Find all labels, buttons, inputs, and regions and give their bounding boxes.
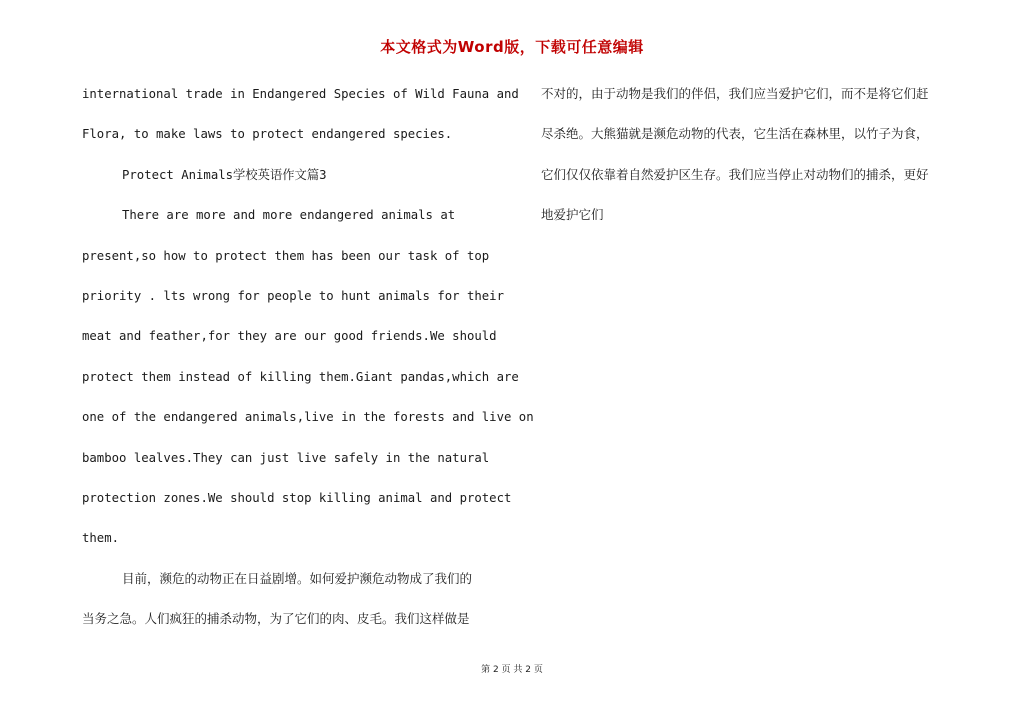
text-line: meat and feather,for they are our good friends.We should — [82, 329, 497, 344]
text-line: present,so how to protect them has been our task of top — [82, 248, 490, 263]
left-text-column — [82, 81, 534, 646]
text-line: Flora, to make laws to protect endangered species. — [82, 127, 453, 142]
text-line: international trade in Endangered Species of Wild Fauna and — [82, 87, 519, 101]
essay-heading: Protect Animals学校英语作文篇3 — [122, 167, 327, 182]
text-line: 地爱护它们 — [541, 207, 604, 223]
text-line: There are more and more endangered animals at — [122, 208, 456, 223]
text-line: 不对的，由于动物是我们的伴侣，我们应当爱护它们，而不是将它们赶 — [541, 86, 929, 101]
text-line: 它们仅仅依靠着自然爱护区生存。我们应当停止对动物们的捕杀，更好 — [541, 166, 929, 182]
text-line: priority . lts wrong for people to hunt animals for their — [82, 288, 504, 303]
text-line: protection zones.We should stop killing animal and protect — [82, 490, 512, 505]
text-line: 目前，濒危的动物正在日益剧增。如何爱护濒危动物成了我们的 — [122, 570, 473, 586]
right-text-column — [541, 81, 966, 243]
text-line: 当务之急。人们疯狂的捕杀动物，为了它们的肉、皮毛。我们这样做是 — [82, 611, 470, 627]
text-line: bamboo lealves.They can just live safely in the natural — [82, 450, 490, 465]
text-line: protect them instead of killing them.Giant pandas,which are — [82, 369, 519, 384]
text-line: them. — [82, 531, 120, 546]
text-line: one of the endangered animals,live in the forests and live on — [82, 410, 534, 425]
document-banner: 本文格式为Word版，下载可任意编辑 — [380, 38, 644, 56]
page-number: 第 2 页 共 2 页 — [481, 665, 543, 675]
text-line: 尽杀绝。大熊猫就是濒危动物的代表，它生活在森林里，以竹子为食， — [541, 126, 929, 142]
